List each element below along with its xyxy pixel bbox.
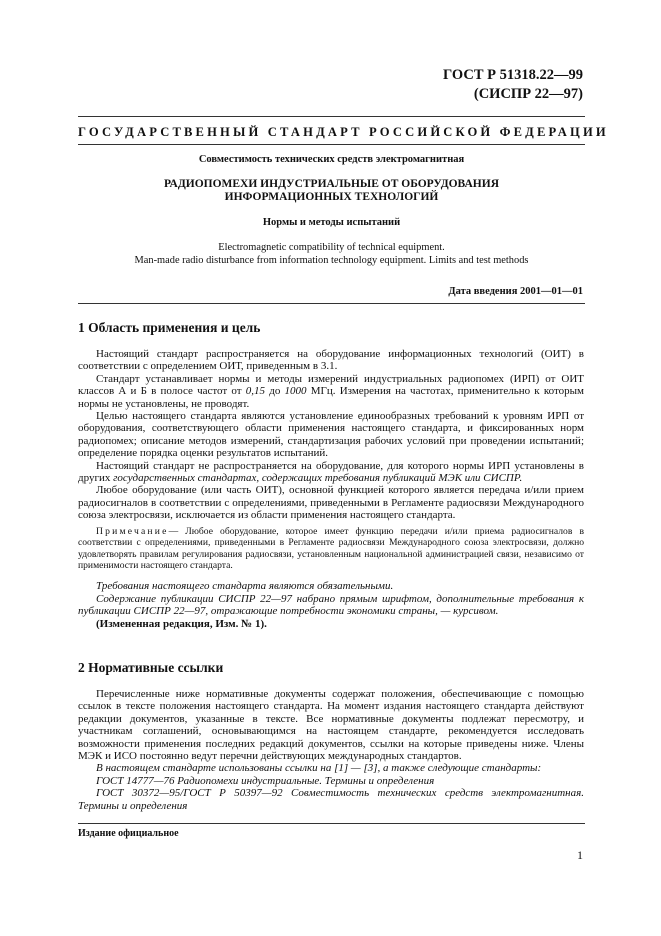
standard-subtitle: Нормы и методы испытаний (262, 217, 401, 228)
top-rule (78, 116, 585, 117)
paragraph: Требования настоящего стандарта являются обязательными. (96, 580, 394, 593)
paragraph: Настоящий стандарт не распространяется на оборудование, для которого нормы ИРП установлены в других государственных стандартах, содержащих требования публикаций МЭК или СИСПР. (78, 459, 584, 485)
standard-designation (443, 66, 583, 104)
date-rule (78, 303, 585, 304)
english-title (78, 241, 585, 267)
note-text: — Любое оборудование, которое имеет функцию передачи и/или приема радиосигналов в соответствии с определениями, приведенными в Регламенте радиосвязи Международного союза электросвязи, должно удовлетворять правилам регулирования радиосвязи, установленным национальной администрацией связи, независимо от применимости настоящего стандарта. (78, 525, 584, 571)
paragraph: Содержание публикации СИСПР 22—97 набрано прямым шрифтом, дополнительные требования к публикации СИСПР 22—97, отражающие потребности экономики страны, — курсивом. (78, 592, 584, 618)
introduction-date: Дата введения 2001—01—01 (448, 286, 583, 297)
amendment-note: (Измененная редакция, Изм. № 1). (96, 617, 267, 630)
note-label: Примечание (96, 525, 169, 537)
standard-title-line-2: ИНФОРМАЦИОННЫХ ТЕХНОЛОГИЙ (224, 191, 439, 203)
paragraph: Перечисленные ниже нормативные документы содержат положения, обеспечивающие с помощью ссылок в тексте положения настоящего стандарта. На момент издания настоящего стандарта действуют редакции документов, указанные в тексте. Все нормативные документы подлежат пересмотру, и участникам соглашений, основывающимся на настоящем стандарте, рекомендуется исследовать возможности применения последних редакций документов, ссылки на которые приведены ниже. Члены МЭК и ИСО постоянно ведут перечни действующих международных стандартов. (78, 688, 584, 763)
note (78, 526, 584, 572)
standard-number: ГОСТ Р 51318.22—99 (443, 67, 583, 83)
standard-title (78, 178, 585, 204)
title-rule (78, 144, 585, 145)
section-2-body (78, 688, 584, 812)
reference-item: ГОСТ 30372—95/ГОСТ Р 50397—92 Совместимость технических средств электромагнитная. Термины и определения (78, 787, 584, 812)
standard-group: Совместимость технических средств электромагнитная (198, 154, 465, 165)
paragraph: Настоящий стандарт распространяется на оборудование информационных технологий (ОИТ) в соответствии с определением ОИТ, приведенным в 3.1. (78, 348, 584, 373)
section-1-body (78, 348, 584, 630)
section-2-heading: 2 Нормативные ссылки (78, 660, 224, 675)
paragraph: В настоящем стандарте использованы ссылки на [1] — [3], а также следующие стандарты: (96, 762, 542, 775)
section-1-heading: 1 Область применения и цель (78, 320, 261, 335)
paragraph: Любое оборудование (или часть ОИТ), основной функцией которого является передача и/или прием радиосигналов в соответствии с определениями, приведенными в Регламенте радиосвязи Международного союза электросвязи, исключается из области применения настоящего стандарта. (78, 484, 584, 522)
paragraph: Целью настоящего стандарта являются установление единообразных требований к уровням ИРП от оборудования, соответствующего области применения настоящего стандарта, и фиксированных норм радиопомех; описание методов измерений, стандартизация рабочих условий при проведении испытаний; определение порядка оценки результатов испытаний. (78, 410, 584, 460)
footer-rule (78, 823, 585, 824)
paragraph: Стандарт устанавливает нормы и методы измерений индустриальных радиопомех (ИРП) от ОИТ классов А и Б в полосе частот от 0,15 до 1000 МГц. Измерения на частотах, применительно к которым нормы не установлены, не проводят. (78, 372, 584, 410)
state-standard-title: ГОСУДАРСТВЕННЫЙ СТАНДАРТ РОССИЙСКОЙ ФЕДЕРАЦИИ (78, 125, 609, 139)
english-title-line-1: Electromagnetic compatibility of technical equipment. (218, 242, 445, 253)
english-title-line-2: Man-made radio disturbance from information technology equipment. Limits and test methods (134, 255, 529, 266)
page-number: 1 (577, 848, 583, 862)
official-edition-label: Издание официальное (78, 828, 179, 839)
standard-title-line-1: РАДИОПОМЕХИ ИНДУСТРИАЛЬНЫЕ ОТ ОБОРУДОВАНИЯ (163, 178, 499, 190)
cispr-number: (СИСПР 22—97) (473, 86, 583, 102)
reference-item: ГОСТ 14777—76 Радиопомехи индустриальные. Термины и определения (96, 774, 435, 787)
